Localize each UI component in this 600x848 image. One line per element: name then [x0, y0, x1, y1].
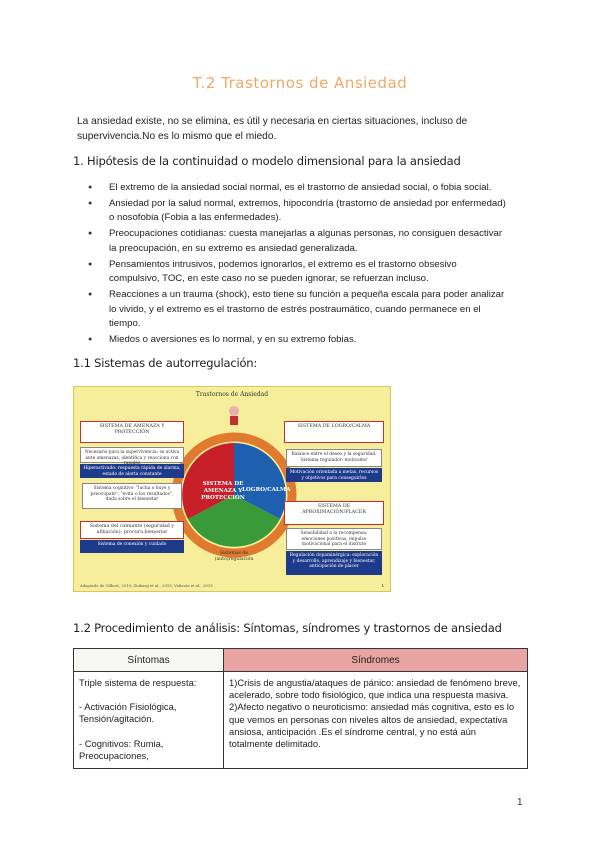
syndromes-cell [224, 672, 528, 769]
soothing-box: Sistema del calmante (seguridad y afiliación): procura bienestar [80, 521, 184, 539]
diagram-page-number: 1 [381, 583, 384, 588]
diagram-source: Adaptado de Gilbert, 2010; Zinbarg et al., 2015; Valiente et al., 2019 [80, 583, 213, 588]
pleasure-blue-box: Regulación dopaminérgica: exploración y desarrollo, aprendizaje y bienestar, anticipación de placer [286, 551, 382, 575]
cell-spacer [79, 726, 218, 738]
cell-line: 2)Afecto negativo o neuroticismo: ansiedad más cognitiva, esto es lo que vemos en personas con niveles altos de ansiedad, expectativa ansiosa, anticipación .Es el síndrome central, y no está aún totalmente delimitado. [229, 701, 515, 750]
header-syndromes: Síndromes [224, 649, 528, 672]
table-row [74, 672, 528, 769]
pleasure-white-box: Sensibilidad a la recompensa: emociones positivas, impulso motivacional para el disfrute [286, 528, 382, 550]
soothing-blue-box: Sistema de conexión y cuidado [80, 540, 184, 553]
threat-cognitive-box: Sistema cognitivo: "lucha o huye y preocúpate", "evita o los resultados", duda sobre el bienestar [82, 483, 182, 509]
list-item: ● Ansiedad por la salud normal, extremos, hipocondría (trastorno de ansiedad por enfermedad) o nosofobia (Fobia a las enfermedades). [88, 197, 508, 226]
cell-line: Triple sistema de respuesta: [79, 677, 197, 688]
regulation-systems-diagram [73, 386, 391, 592]
threat-system-box: SISTEMA DE AMENAZA Y PROTECCIÓN [80, 421, 184, 443]
cell-line: - Cognitivos: Rumia, Preocupaciones, [79, 737, 164, 761]
list-item: ● Reacciones a un trauma (shock), esto tiene su función a pequeña escala para poder analizar lo vivido, y el extremo es el trastorno de estrés postraumático, cuando permanece en el tiempo. [88, 288, 508, 332]
page-number: 1 [517, 797, 523, 808]
bullet-list [88, 181, 508, 349]
intro-paragraph: La ansiedad existe, no se elimina, es útil y necesaria en ciertas situaciones, incluso de supervivencia.No es lo mismo que el miedo. [77, 116, 468, 142]
header-symptoms: Síntomas [74, 649, 224, 672]
threat-description: Necesario para la supervivencia: se activa ante amenazas, identifica y reacciona con [80, 447, 184, 463]
symptoms-cell [74, 672, 224, 769]
pleasure-system-box: SISTEMA DE APROXIMACIÓN/PLACER [284, 501, 384, 525]
symptoms-table [73, 648, 528, 769]
drive-system-box: SISTEMA DE LOGRO/CALMA [284, 421, 384, 443]
threat-blue-box: Hiperactivado: respuesta rápida de alarma, estado de alerta constante [80, 464, 184, 478]
bottom-label: Sistemas de (auto)regulación [214, 551, 254, 562]
cell-spacer [79, 689, 218, 701]
drive-blue-box: Motivación orientada a metas, recursos y objetivos para conseguirlos [286, 468, 382, 482]
drive-white-box: Balance entre el deseo y la seguridad. Sistema regulador: motivador [286, 449, 382, 467]
table-header-row [74, 649, 528, 672]
figure-icon [229, 406, 239, 416]
section11-heading: 1.1 Sistemas de autorregulación: [73, 356, 258, 370]
list-item: ● El extremo de la ansiedad social normal, es el trastorno de ansiedad social, o fobia social. [88, 181, 508, 196]
list-item: ● Miedos o aversiones es lo normal, y en su extremo fobias. [88, 333, 508, 348]
section1-heading: 1. Hipótesis de la continuidad o modelo dimensional para la ansiedad [73, 154, 461, 168]
document-title: T.2 Trastornos de Ansiedad [192, 74, 408, 92]
list-item: ● Preocupaciones cotidianas: cuesta manejarlas a algunas personas, no consiguen desactivar la preocupación, en su extremo es ansiedad generalizada. [88, 227, 508, 256]
center-right-label: LOGRO/CALMA [242, 487, 291, 493]
figure-body-icon [230, 416, 238, 425]
section12-heading: 1.2 Procedimiento de análisis: Síntomas, síndromes y trastornos de ansiedad [73, 621, 502, 635]
cell-line: 1)Crisis de angustia/ataques de pánico: ansiedad de fenómeno breve, acelerado, sobre todo fisiológico, que indica una respuesta masiva. [229, 677, 521, 701]
center-left-label: SISTEMA DE AMENAZA Y PROTECCIÓN [201, 481, 245, 501]
list-item: ● Pensamientos intrusivos, podemos ignorarlos, el extremo es el trastorno obsesivo compulsivo, TOC, en este caso no se pueden ignorar, se refuerzan incluso. [88, 258, 508, 287]
diagram-title: Trastornos de Ansiedad [195, 391, 269, 398]
cell-line: - Activación Fisiológica, Tensión/agitación. [79, 701, 177, 725]
